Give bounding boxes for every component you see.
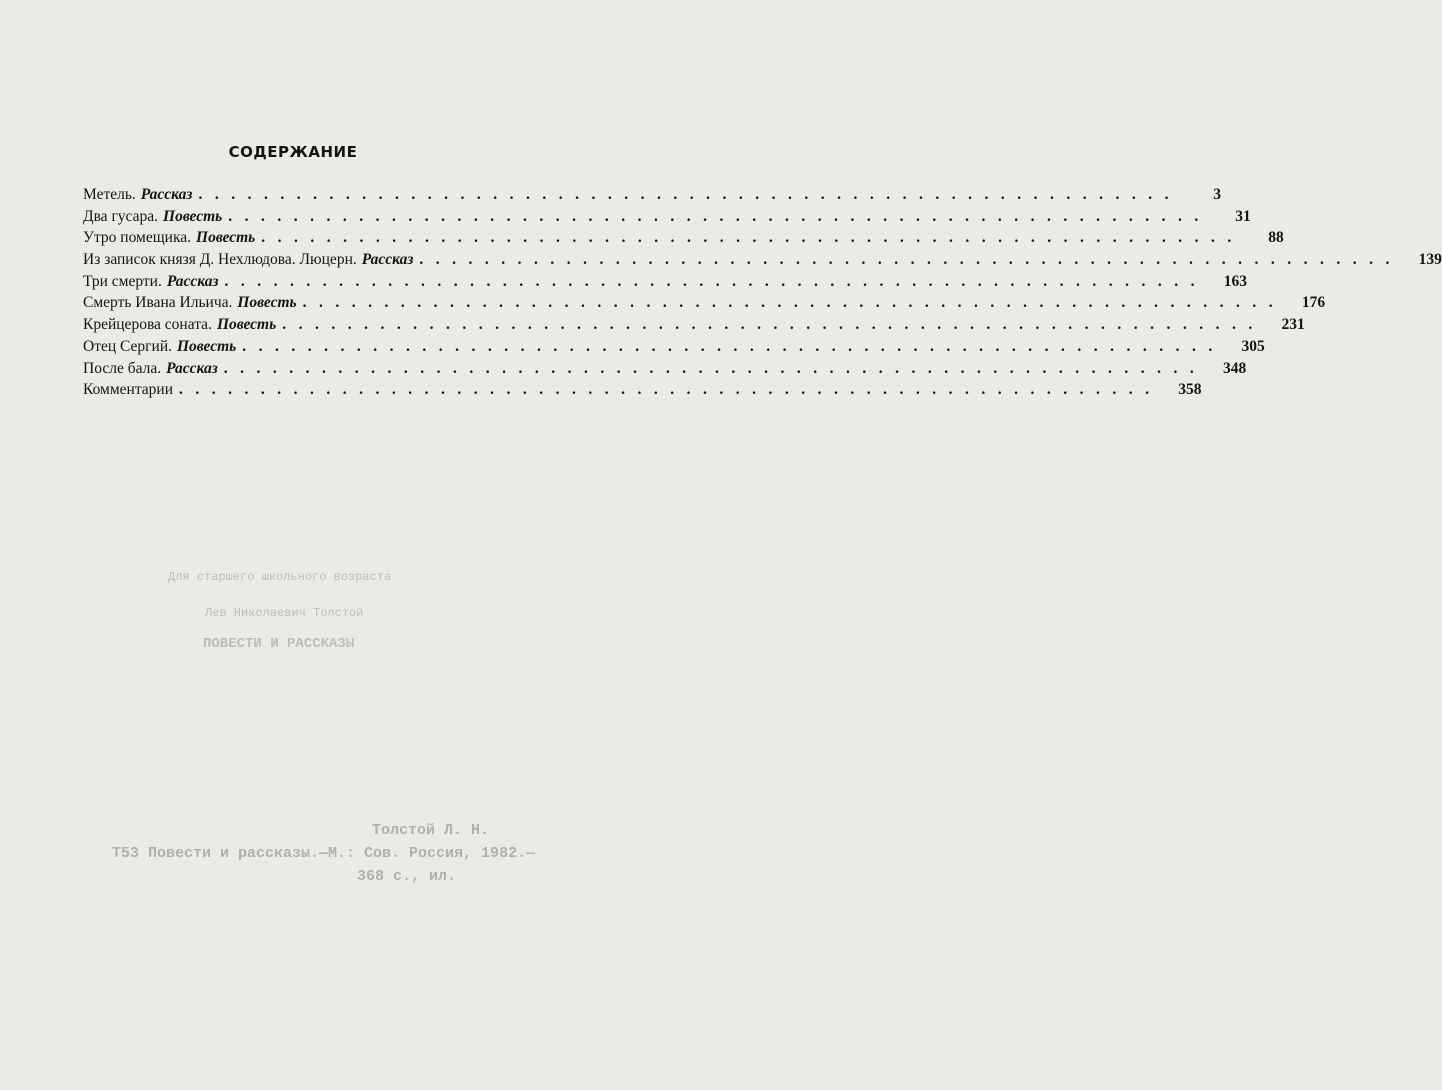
toc-entry-genre: Рассказ: [166, 272, 219, 290]
toc-entry-page: 348: [1223, 359, 1247, 377]
bleed-catalog-entry: Т53 Повести и рассказы.—М.: Сов. Россия, 1982.—: [112, 845, 536, 862]
toc-entry-page: 139: [1418, 251, 1442, 269]
page-title: СОДЕРЖАНИЕ: [228, 143, 358, 161]
toc-entry-genre: Рассказ: [361, 251, 414, 269]
bleed-audience: Для старшего школьного возраста: [168, 570, 392, 584]
toc-entry: [83, 337, 1265, 360]
dot-leader: ............................................................: [224, 272, 1208, 290]
toc-entry: [83, 272, 1248, 295]
toc-entry-page: 88: [1268, 229, 1284, 247]
toc-entry: [83, 316, 1305, 338]
toc-entry-page: 358: [1178, 381, 1202, 399]
toc-entry-page: 176: [1301, 294, 1326, 312]
toc-entry-title: Три смерти.: [83, 272, 162, 290]
toc-entry-genre: Рассказ: [140, 186, 193, 203]
dot-leader: ............................................................: [228, 207, 1211, 225]
toc-entry-page: 163: [1223, 272, 1248, 290]
toc-entry-genre: Повесть: [196, 229, 256, 247]
toc-entry: [83, 207, 1251, 230]
toc-entry-title: Из записок князя Д. Нехлюдова. Люцерн.: [83, 251, 357, 269]
toc-entry-page: 305: [1241, 337, 1265, 355]
toc-entry-genre: Повесть: [177, 337, 237, 355]
dot-leader: ............................................................: [419, 251, 1402, 269]
table-of-contents: [83, 186, 1442, 403]
toc-entry: [83, 229, 1284, 251]
dot-leader: ............................................................: [302, 294, 1286, 312]
toc-entry-title: Комментарии: [83, 381, 173, 399]
toc-entry-genre: Рассказ: [166, 359, 218, 377]
toc-entry-page: 3: [1213, 186, 1221, 203]
dot-leader: ............................................................: [261, 229, 1244, 247]
toc-entry-genre: Повесть: [216, 316, 277, 334]
dot-leader: ............................................................: [198, 186, 1181, 203]
toc-entry-title: Крейцерова соната.: [83, 316, 212, 334]
toc-entry: [83, 186, 1221, 208]
toc-entry-title: Утро помещика.: [83, 229, 192, 247]
toc-entry-title: После бала.: [83, 359, 162, 377]
toc-entry: [83, 381, 1202, 403]
toc-entry-genre: Повесть: [163, 207, 223, 225]
dot-leader: ............................................................: [223, 359, 1207, 377]
dot-leader: ............................................................: [179, 381, 1162, 399]
dot-leader: ............................................................: [242, 337, 1225, 355]
toc-entry-title: Два гусара.: [83, 207, 159, 225]
toc-entry: [83, 251, 1442, 273]
bleed-catalog-author: Толстой Л. Н.: [372, 822, 490, 839]
toc-entry-title: Смерть Ивана Ильича.: [83, 294, 233, 312]
toc-entry-page: 231: [1281, 316, 1305, 334]
toc-entry: [83, 294, 1326, 316]
bleed-catalog-pages: 368 с., ил.: [357, 868, 457, 885]
toc-entry-page: 31: [1235, 207, 1251, 225]
toc-entry-title: Отец Сергий.: [83, 337, 172, 355]
toc-entry-title: Метель.: [83, 186, 136, 203]
toc-entry-genre: Повесть: [237, 294, 297, 312]
dot-leader: ............................................................: [282, 316, 1265, 334]
bleed-author: Лев Николаевич Толстой: [205, 606, 364, 620]
toc-entry: [83, 359, 1247, 382]
bleed-book-title: ПОВЕСТИ И РАССКАЗЫ: [203, 636, 355, 652]
